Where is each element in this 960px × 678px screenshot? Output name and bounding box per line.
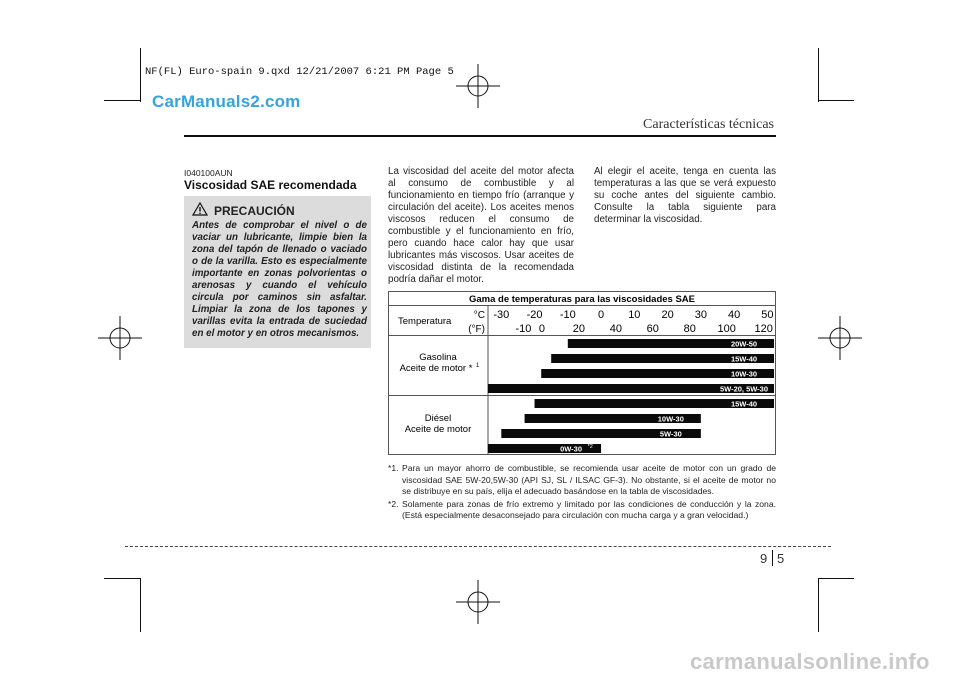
body-text-middle: La viscosidad del aceite del motor afecta al consumo de combustible y al funcionamiento en tiempo frío (arranque y circulación del aceite). Los aceites menos viscosos reducen el consumo de combustible y el funcionamiento en frío, pero cuando hace calor hay que usar lubricantes más viscosos. Usar aceites de viscosidad distinta de la recomendada podría dañar el motor.	[388, 166, 574, 285]
bar-label: 15W-40	[730, 399, 758, 409]
tick-label-fahrenheit: 80	[683, 323, 696, 335]
tick-label-celsius: 0	[598, 309, 605, 321]
unit-celsius: °C	[473, 310, 485, 321]
page-heading: Viscosidad SAE recomendada	[184, 178, 357, 192]
bar-label: 5W-20, 5W-30	[719, 384, 769, 394]
tick-label-celsius: -20	[526, 309, 543, 321]
diesel-sublabel: Aceite de motor	[404, 424, 472, 435]
viscosity-chart	[388, 291, 776, 455]
tick-label-celsius: 20	[661, 309, 674, 321]
registration-mark-right	[818, 316, 862, 360]
crop-mark	[818, 578, 819, 632]
viscosity-bar	[488, 444, 601, 453]
caution-box	[184, 196, 371, 348]
tick-label-celsius: 10	[628, 309, 641, 321]
pdf-header: NF(FL) Euro-spain 9.qxd 12/21/2007 6:21 PM Page 5	[145, 66, 454, 78]
tick-label-fahrenheit: 120	[754, 323, 773, 335]
caution-title: PRECAUCIÓN	[214, 204, 295, 218]
watermark-link[interactable]: CarManuals2.com	[152, 92, 301, 111]
temperature-label: Temperatura	[398, 316, 452, 327]
gasoline-label: Gasolina	[419, 352, 457, 363]
bar-label: 20W-50	[730, 339, 758, 349]
warning-icon	[192, 202, 208, 216]
footnote-text: Solamente para zonas de frío extremo y limitado por las condiciones de conducción y la zona. (Está especialmente desaconsejado para circulación con mucha carga y a gran velocidad.)	[402, 498, 776, 520]
footnote-mark: *1.	[388, 463, 399, 473]
crop-mark	[818, 100, 854, 101]
gasoline-sublabel: Aceite de motor *	[399, 363, 473, 374]
tick-label-fahrenheit: 40	[609, 323, 622, 335]
watermark-bottom: carmanualsonline.info	[690, 649, 930, 674]
diesel-label: Diésel	[424, 413, 452, 424]
table-title: Gama de temperaturas para las viscosidades SAE	[469, 294, 695, 305]
bar-label: 0W-30	[560, 444, 583, 454]
tick-label-celsius: 30	[694, 309, 707, 321]
tick-label-celsius: 40	[727, 309, 741, 321]
crop-mark	[140, 48, 141, 102]
crop-mark	[140, 578, 141, 632]
registration-mark-left	[98, 316, 142, 360]
registration-mark-top	[456, 64, 500, 108]
caution-text: Antes de comprobar el nivel o de vaciar un lubricante, limpie bien la zona del tapón de llenado o vaciado o de la varilla. Esto es especialmente importante en zonas polvorientas o arenosas y cuando el vehículo circula por caminos sin asfaltar. Limpiar la zona de los tapones y varillas evita la entrada de suciedad en el motor y en otros mecanismos.	[192, 220, 367, 339]
footnotes	[388, 463, 776, 523]
doc-code: I040100AUN	[184, 168, 233, 178]
tick-label-celsius: 50	[761, 309, 774, 321]
page-number: 5	[777, 551, 785, 566]
chapter-number: 9	[760, 551, 768, 566]
page-number-separator	[772, 550, 773, 566]
page-divider	[125, 546, 831, 547]
gasoline-footnote-mark: 1	[476, 363, 480, 369]
tick-label-fahrenheit: -10	[515, 323, 532, 335]
registration-mark-bottom	[456, 580, 500, 624]
tick-label-fahrenheit: 60	[646, 323, 659, 335]
crop-mark	[104, 578, 140, 579]
body-text-right: Al elegir el aceite, tenga en cuenta las temperaturas a las que se verá expuesto su coche antes del siguiente cambio. Consulte la tabla siguiente para determinar la viscosidad.	[594, 166, 776, 225]
tick-label-fahrenheit: 100	[717, 323, 736, 335]
section-title: Características técnicas	[643, 117, 774, 132]
bar-footnote-mark: *2	[587, 444, 593, 450]
footnote-2	[388, 499, 776, 522]
tick-label-fahrenheit: 20	[572, 323, 586, 335]
viscosity-table	[388, 291, 776, 455]
crop-mark	[818, 48, 819, 102]
header-rule	[184, 135, 776, 137]
unit-fahrenheit: (°F)	[468, 324, 485, 335]
tick-label-fahrenheit: 0	[538, 323, 546, 335]
tick-label-celsius: -10	[559, 309, 576, 321]
bar-label: 10W-30	[730, 369, 758, 379]
bar-label: 15W-40	[730, 354, 758, 364]
bar-label: 5W-30	[659, 429, 682, 439]
footnote-text: Para un mayor ahorro de combustible, se recomienda usar aceite de motor con un grado de viscosidad SAE 5W-20,5W-30 (API SJ, SL / ILSAC GF-3). No obstante, si el aceite de motor no se distribuye en su país, elija el adecuado basándose en la tabla de viscosidades.	[402, 463, 776, 496]
tick-label-celsius: -30	[493, 309, 510, 321]
bar-label: 10W-30	[657, 414, 684, 424]
crop-mark	[818, 578, 854, 579]
footnote-mark: *2.	[388, 498, 399, 509]
crop-mark	[104, 100, 140, 101]
footnote-1	[388, 463, 776, 498]
